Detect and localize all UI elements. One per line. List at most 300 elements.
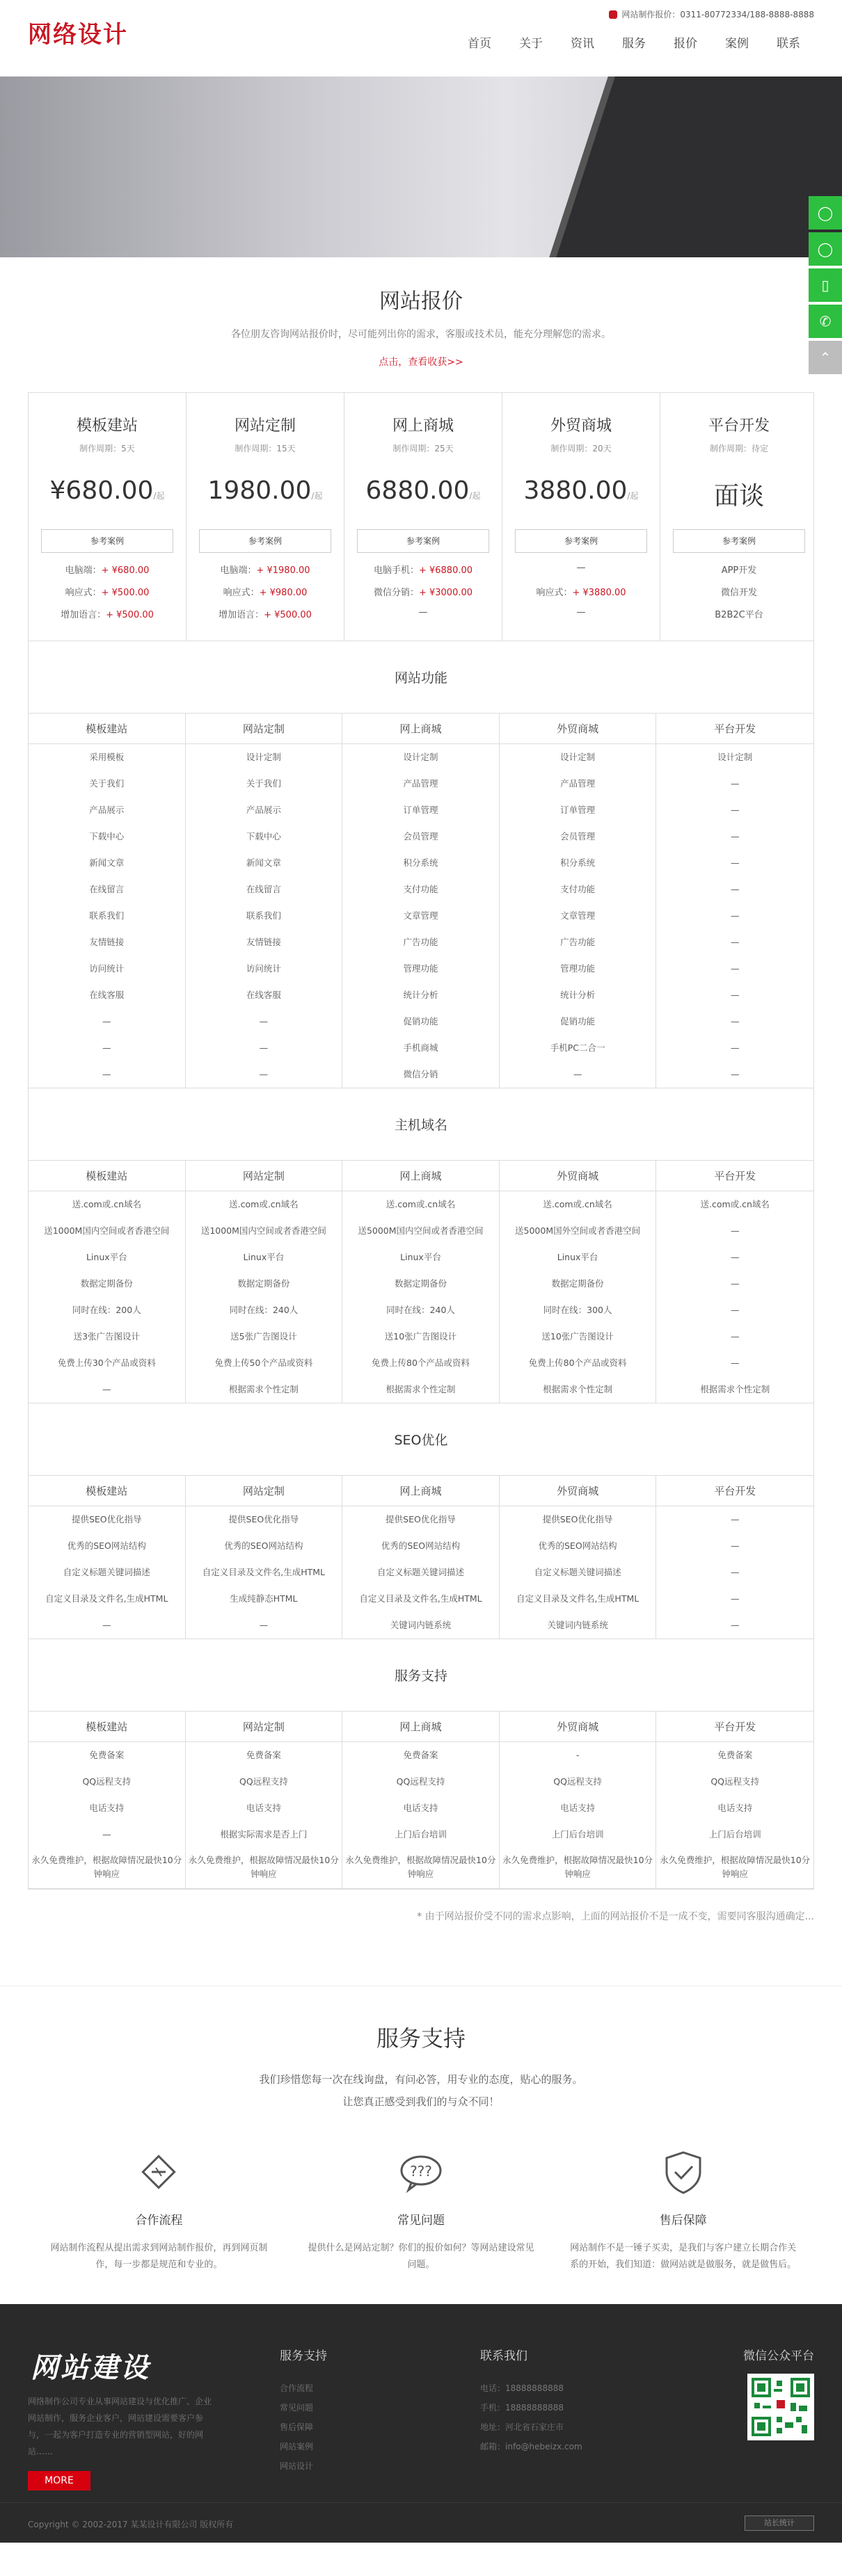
plan-option	[199, 585, 331, 597]
plan-option-price: + ¥500.00	[101, 588, 150, 598]
footer-logo: 网站建设	[31, 2351, 150, 2384]
feature-cell: 电话支持	[717, 1803, 753, 1813]
plan-option-label: 增加语言：	[219, 610, 264, 620]
plan-name: 外贸商城	[550, 417, 612, 435]
feature-cell: 电话支持	[500, 1795, 657, 1821]
qq-icon[interactable]: ◯	[809, 196, 842, 230]
feature-cell: —	[730, 1305, 740, 1315]
feature-cell: 同时在线：240人	[186, 1297, 343, 1323]
feature-cell: QQ远程支持	[710, 1776, 760, 1787]
feature-cell: 提供SEO优化指导	[342, 1506, 500, 1533]
plan-option-price: + ¥500.00	[106, 610, 154, 620]
reference-case-button[interactable]: 参考案例	[41, 529, 173, 553]
plan-option	[357, 607, 489, 620]
service-subtitle-line: 我们珍惜您每一次在线询盘，有问必答，用专业的态度，贴心的服务。	[259, 2073, 583, 2086]
copyright: Copyright © 2002-2017 某某设计有限公司 版权所有	[28, 2520, 234, 2529]
feature-cell: 送1000M国内空间或者香港空间	[29, 1218, 186, 1244]
plan-option-label: 电脑手机：	[373, 565, 419, 576]
feature-cell: 促销功能	[500, 1008, 657, 1035]
feature-cell: 永久免费维护，根据故障情况最快10分钟响应	[342, 1848, 500, 1888]
feature-cell: 免费上传30个产品或资料	[29, 1350, 186, 1376]
feature-cell: 友情链接	[186, 929, 343, 956]
laptop-image	[540, 77, 842, 257]
footer-contact-item: 电话：18888888888	[480, 2383, 564, 2393]
feature-cell: 送.com或.cn域名	[186, 1191, 343, 1218]
plan-price-unit: /起	[627, 491, 639, 501]
feature-cell: —	[730, 963, 740, 974]
feature-cell: 送10张广告图设计	[342, 1323, 500, 1350]
feature-cell: 上门后台培训	[342, 1821, 500, 1848]
feature-cell: 访问统计	[29, 956, 186, 982]
footer-service-column	[280, 2346, 327, 2476]
service-item[interactable]	[44, 2148, 273, 2273]
feature-cell: 广告功能	[500, 929, 657, 956]
feature-cell: —	[186, 1035, 343, 1061]
plan-option-price: + ¥6880.00	[418, 565, 473, 576]
feature-cell: —	[730, 1016, 740, 1027]
plan-name: 网上商城	[392, 417, 454, 435]
plan-option	[673, 607, 805, 620]
hotline-text: 网站制作报价：0311-80772334/188-8888-8888	[621, 10, 814, 19]
footer-description: 网络制作公司专业从事网站建设与优化推广、企业网站制作，服务企业客户，网站建设需要客户参与，一起为客户打造专业的营销型网站，好的网站……	[28, 2397, 212, 2456]
column-header: 平台开发	[656, 1476, 813, 1506]
feature-cell: 同时在线：240人	[342, 1297, 500, 1323]
feature-cell: 自定义目录及文件名,生成HTML	[186, 1559, 343, 1586]
service-item-name: 常见问题	[397, 2214, 445, 2228]
feature-cell: Linux平台	[500, 1244, 657, 1271]
feature-cell: 送.com或.cn域名	[500, 1191, 657, 1218]
handshake-icon	[134, 2148, 183, 2196]
plan-period: 制作周期：20天	[550, 444, 612, 453]
plan-option-label: —	[576, 607, 586, 618]
feature-cell: 自定义目录及文件名,生成HTML	[29, 1586, 186, 1612]
feature-cell: 联系我们	[186, 903, 343, 929]
feature-cell: 永久免费维护，根据故障情况最快10分钟响应	[186, 1848, 343, 1888]
feature-cell: 促销功能	[342, 1008, 500, 1035]
feature-cell: 优秀的SEO网站结构	[342, 1533, 500, 1559]
site-logo[interactable]: 网络设计	[28, 21, 128, 49]
group-title: 服务支持	[29, 1639, 813, 1712]
feature-cell: 手机商城	[342, 1035, 500, 1061]
column-header: 模板建站	[29, 714, 186, 744]
feature-cell: 免费上传80个产品或资料	[342, 1350, 500, 1376]
plan-card	[660, 393, 818, 641]
feature-cell: —	[730, 990, 740, 1000]
top-icon[interactable]: ⌃	[809, 341, 842, 374]
plan-option-label: 响应式：	[536, 588, 573, 598]
feature-cell: —	[29, 1612, 186, 1639]
service-item-desc: 提供什么是网站定制？你们的报价如何？等网站建设常见问题。	[308, 2243, 534, 2270]
plan-price	[515, 476, 647, 511]
feature-cell: 送5000M国外空间或者香港空间	[500, 1218, 657, 1244]
feature-cell: 在线留言	[29, 876, 186, 903]
feature-cell: 微信分销	[342, 1061, 500, 1088]
feature-cell: 在线客服	[186, 982, 343, 1008]
feature-cell: 采用模板	[29, 744, 186, 771]
service-item-name: 售后保障	[659, 2214, 707, 2228]
plan-option-label: 响应式：	[65, 588, 102, 598]
feature-cell: 关键词内链系统	[342, 1612, 500, 1639]
plan-option-label: —	[418, 607, 428, 618]
plan-option	[357, 585, 489, 597]
feature-cell: 电话支持	[29, 1795, 186, 1821]
column-header: 模板建站	[29, 1161, 186, 1191]
feature-cell: 产品展示	[186, 797, 343, 823]
column-header: 平台开发	[656, 1712, 813, 1742]
plan-card	[186, 393, 344, 641]
nav-item[interactable]: 案例	[725, 37, 749, 51]
plan-option-price: + ¥3880.00	[572, 588, 626, 598]
service-item-desc: 网站制作不是一锤子买卖，是我们与客户建立长期合作关系的开始，我们知道：做网站就是做服务，就是做售后。	[570, 2243, 797, 2270]
column-header: 网站定制	[186, 714, 343, 744]
plan-option-label: 响应式：	[223, 588, 260, 598]
feature-cell: 优秀的SEO网站结构	[500, 1533, 657, 1559]
footer-contact-item: 手机：18888888888	[480, 2403, 564, 2413]
feature-cell: —	[730, 910, 740, 921]
feature-cell: 管理功能	[500, 956, 657, 982]
feature-cell: —	[730, 1540, 740, 1551]
qr-title: 微信公众平台	[743, 2349, 814, 2363]
column-header: 网上商城	[342, 1161, 500, 1191]
footer-link[interactable]: 售后保障	[280, 2422, 314, 2432]
qq-icon[interactable]: ◯	[809, 232, 842, 266]
feature-cell: —	[730, 1043, 740, 1053]
group-title: 网站功能	[29, 641, 813, 714]
feature-cell: 免费备案	[29, 1742, 186, 1769]
feature-cell: 访问统计	[186, 956, 343, 982]
plan-option	[515, 585, 647, 597]
banner-image	[0, 77, 842, 257]
feature-cell: —	[730, 831, 740, 842]
column-header: 外贸商城	[500, 714, 657, 744]
feature-cell: 永久免费维护，根据故障情况最快10分钟响应	[29, 1848, 186, 1888]
feature-cell: 提供SEO优化指导	[500, 1506, 657, 1533]
footer-column-title: 联系我们	[480, 2349, 527, 2363]
feature-cell: 在线留言	[186, 876, 343, 903]
service-item-desc: 网站制作流程从提出需求到网站制作报价，再到网页制作，每一步都是规范和专业的。	[50, 2243, 268, 2270]
call-icon[interactable]: ✆	[809, 305, 842, 338]
feature-cell: 免费备案	[186, 1742, 343, 1769]
plan-card	[29, 393, 186, 641]
feature-cell: 自定义标题关键词描述	[29, 1559, 186, 1586]
plan-option-price: + ¥3000.00	[418, 588, 473, 598]
feature-cell: —	[500, 1061, 657, 1088]
reference-case-button[interactable]: 参考案例	[515, 529, 647, 553]
feature-cell: 积分系统	[342, 850, 500, 876]
plan-option-label: —	[576, 563, 586, 573]
footer-link[interactable]: 网站案例	[280, 2442, 314, 2452]
feature-cell: —	[186, 1008, 343, 1035]
feature-cell: 设计定制	[186, 744, 343, 771]
feature-cell: —	[730, 1331, 740, 1342]
group-title: 主机域名	[29, 1088, 813, 1161]
service-item-name: 合作流程	[135, 2214, 183, 2228]
column-header: 外贸商城	[500, 1476, 657, 1506]
column-header: 外贸商城	[500, 1161, 657, 1191]
column-header: 网上商城	[342, 714, 500, 744]
group-title: SEO优化	[29, 1403, 813, 1476]
svg-text:???: ???	[410, 2163, 432, 2180]
feature-cell: —	[186, 1612, 343, 1639]
plan-option-label: 电脑端：	[220, 565, 257, 576]
feature-cell: 送1000M国内空间或者香港空间	[186, 1218, 343, 1244]
plan-price-unit: /起	[469, 491, 481, 501]
feature-cell: —	[730, 1278, 740, 1289]
pricing-table	[28, 392, 814, 1890]
feature-cell: 手机PC二合一	[500, 1035, 657, 1061]
plan-option	[41, 563, 173, 575]
float-toolbar	[809, 196, 842, 374]
chat-question-icon	[397, 2148, 445, 2196]
plan-option	[673, 585, 805, 597]
more-button[interactable]: MORE	[28, 2471, 90, 2490]
feature-cell: 广告功能	[342, 929, 500, 956]
feature-cell: —	[730, 1620, 740, 1630]
plan-price-value: 1980.00	[207, 476, 312, 505]
plan-card	[502, 393, 660, 641]
feature-cell: —	[730, 805, 740, 815]
feature-cell: 产品管理	[342, 771, 500, 797]
column-header: 网站定制	[186, 1476, 343, 1506]
feature-cell: 新闻文章	[186, 850, 343, 876]
reference-case-button[interactable]: 参考案例	[199, 529, 331, 553]
footer-contact-column	[480, 2346, 582, 2456]
feature-cell: —	[29, 1008, 186, 1035]
feature-cell: 送.com或.cn域名	[700, 1199, 770, 1209]
plan-cards	[29, 393, 813, 641]
reference-case-button[interactable]: 参考案例	[673, 529, 805, 553]
feature-cell: 支付功能	[342, 876, 500, 903]
feature-cell: 积分系统	[500, 850, 657, 876]
plan-price	[673, 476, 805, 511]
feature-cell: 支付功能	[500, 876, 657, 903]
feature-cell: 永久免费维护，根据故障情况最快10分钟响应	[500, 1848, 657, 1888]
feature-cell: 优秀的SEO网站结构	[186, 1533, 343, 1559]
footer	[0, 2304, 842, 2543]
plan-option-label: 增加语言：	[61, 610, 106, 620]
footer-link[interactable]: 常见问题	[280, 2403, 314, 2413]
feature-cell: 送.com或.cn域名	[29, 1191, 186, 1218]
feature-cell: -	[500, 1742, 657, 1769]
feature-cell: —	[29, 1035, 186, 1061]
feature-cell: QQ远程支持	[500, 1769, 657, 1795]
pricing-subtitle: 各位朋友咨询网站报价时，尽可能列出你的需求，客服或技术员，能充分理解您的需求。	[231, 329, 611, 340]
feature-cell: 下载中心	[186, 823, 343, 850]
stat-badge[interactable]: 站长统计	[745, 2515, 814, 2531]
feature-cell: —	[730, 858, 740, 868]
feature-cell: —	[730, 884, 740, 894]
feature-cell: 数据定期备份	[342, 1271, 500, 1297]
feature-groups	[29, 641, 813, 1889]
plan-option	[199, 563, 331, 575]
service-item[interactable]	[569, 2148, 798, 2273]
feature-cell: 提供SEO优化指导	[186, 1506, 343, 1533]
feature-cell: 数据定期备份	[186, 1271, 343, 1297]
main-nav	[454, 33, 814, 51]
feature-cell: —	[730, 1514, 740, 1524]
nav-item[interactable]: 关于	[519, 37, 543, 51]
feature-cell: 关于我们	[186, 771, 343, 797]
feature-grid	[29, 714, 813, 1088]
column-header: 网上商城	[342, 1712, 500, 1742]
feature-cell: 同时在线：200人	[29, 1297, 186, 1323]
plan-period: 制作周期：15天	[235, 444, 296, 453]
feature-cell: —	[730, 937, 740, 947]
feature-cell: —	[730, 1252, 740, 1262]
plan-name: 模板建站	[76, 417, 138, 435]
shield-check-icon	[659, 2148, 708, 2196]
feature-cell: 免费备案	[342, 1742, 500, 1769]
footer-column-title: 服务支持	[280, 2349, 327, 2363]
footer-link[interactable]: 合作流程	[280, 2383, 314, 2393]
plan-option-price: + ¥1980.00	[256, 565, 310, 576]
plan-price	[41, 476, 173, 511]
plan-option	[515, 563, 647, 575]
feature-cell: 订单管理	[500, 797, 657, 823]
feature-cell: 送3张广告图设计	[29, 1323, 186, 1350]
plan-option-label: 微信分销：	[373, 588, 419, 598]
column-header: 网上商城	[342, 1476, 500, 1506]
feature-cell: —	[730, 1358, 740, 1368]
reference-case-button[interactable]: 参考案例	[357, 529, 489, 553]
service-subtitle-line: 让您真正感受到我们的与众不同！	[342, 2095, 500, 2108]
column-header: 外贸商城	[500, 1712, 657, 1742]
feature-cell: —	[730, 1593, 740, 1604]
feature-cell: —	[29, 1821, 186, 1848]
footer-bottom	[0, 2502, 842, 2543]
nav-item[interactable]: 首页	[468, 37, 491, 51]
feature-cell: 根据需求个性定制	[500, 1376, 657, 1403]
feature-cell: 数据定期备份	[500, 1271, 657, 1297]
pricing-note: * 由于网站报价受不同的需求点影响，上面的网站报价不是一成不变，需要同客服沟通确定...	[417, 1911, 814, 1922]
feature-cell: 根据需求个性定制	[186, 1376, 343, 1403]
feature-cell: 在线客服	[29, 982, 186, 1008]
phone-icon[interactable]: ▯	[809, 268, 842, 302]
feature-cell: 订单管理	[342, 797, 500, 823]
feature-cell: —	[730, 1567, 740, 1577]
feature-cell: 根据需求个性定制	[700, 1384, 770, 1394]
column-header: 平台开发	[656, 714, 813, 744]
feature-cell: 提供SEO优化指导	[29, 1506, 186, 1533]
plan-option	[357, 563, 489, 575]
feature-cell: —	[29, 1376, 186, 1403]
plan-price-value: 3880.00	[523, 476, 628, 505]
feature-cell: 关键词内链系统	[500, 1612, 657, 1639]
feature-cell: 新闻文章	[29, 850, 186, 876]
feature-cell: Linux平台	[29, 1244, 186, 1271]
column-header: 网站定制	[186, 1712, 343, 1742]
feature-grid	[29, 1712, 813, 1889]
feature-cell: 联系我们	[29, 903, 186, 929]
feature-cell: 自定义目录及文件名,生成HTML	[342, 1586, 500, 1612]
feature-cell: 下载中心	[29, 823, 186, 850]
feature-cell: 送5000M国内空间或者香港空间	[342, 1218, 500, 1244]
plan-option-label: APP开发	[721, 565, 757, 576]
column-header: 网站定制	[186, 1161, 343, 1191]
plan-option-price: + ¥980.00	[259, 588, 308, 598]
feature-cell: 友情链接	[29, 929, 186, 956]
service-title: 服务支持	[376, 2025, 466, 2052]
feature-cell: 统计分析	[500, 982, 657, 1008]
column-header: 模板建站	[29, 1712, 186, 1742]
nav-item[interactable]: 资讯	[571, 37, 594, 51]
feature-cell: 设计定制	[717, 752, 753, 762]
feature-cell: 永久免费维护，根据故障情况最快10分钟响应	[660, 1855, 811, 1879]
pricing-title: 网站报价	[379, 289, 463, 314]
plan-price-unit: /起	[311, 491, 323, 501]
feature-cell: 产品展示	[29, 797, 186, 823]
feature-cell: 免费备案	[717, 1750, 753, 1760]
feature-cell: 设计定制	[500, 744, 657, 771]
pricing-link[interactable]: 点击，查看收获>>	[379, 357, 463, 368]
plan-option	[199, 607, 331, 620]
feature-cell: QQ远程支持	[342, 1769, 500, 1795]
feature-cell: 统计分析	[342, 982, 500, 1008]
service-item[interactable]	[306, 2148, 536, 2273]
feature-cell: 上门后台培训	[708, 1829, 761, 1840]
feature-cell: 送.com或.cn域名	[342, 1191, 500, 1218]
feature-cell: QQ远程支持	[186, 1769, 343, 1795]
feature-cell: 管理功能	[342, 956, 500, 982]
feature-cell: 会员管理	[342, 823, 500, 850]
feature-grid	[29, 1476, 813, 1639]
nav-item[interactable]: 服务	[622, 37, 646, 51]
feature-cell: 关于我们	[29, 771, 186, 797]
plan-option-price: + ¥680.00	[101, 565, 150, 576]
footer-service-links	[280, 2378, 327, 2476]
plan-period: 制作周期：5天	[79, 444, 135, 453]
feature-cell: 根据实际需求是否上门	[186, 1821, 343, 1848]
feature-grid	[29, 1161, 813, 1403]
plan-option-label: 微信开发	[720, 588, 757, 598]
plan-name: 平台开发	[708, 417, 770, 435]
feature-cell: Linux平台	[342, 1244, 500, 1271]
feature-cell: QQ远程支持	[29, 1769, 186, 1795]
plan-price	[199, 476, 331, 511]
feature-cell: —	[186, 1061, 343, 1088]
plan-price-value: ¥680.00	[49, 476, 154, 505]
feature-cell: 电话支持	[342, 1795, 500, 1821]
feature-cell: 数据定期备份	[29, 1271, 186, 1297]
plan-option-label: B2B2C平台	[715, 610, 763, 620]
feature-cell: 送5张广告图设计	[186, 1323, 343, 1350]
plan-option	[515, 607, 647, 620]
footer-contact-item: 地址：河北省石家庄市	[480, 2422, 564, 2432]
plan-price-value: 6880.00	[365, 476, 470, 505]
feature-cell: 文章管理	[342, 903, 500, 929]
column-header: 平台开发	[656, 1161, 813, 1191]
plan-option-price: + ¥500.00	[264, 610, 312, 620]
feature-cell: —	[730, 1069, 740, 1079]
plan-price-unit: /起	[153, 491, 165, 501]
plan-name: 网站定制	[234, 417, 296, 435]
feature-cell: —	[29, 1061, 186, 1088]
feature-cell: 免费上传80个产品或资料	[500, 1350, 657, 1376]
feature-cell: 上门后台培训	[500, 1821, 657, 1848]
service-subtitle	[0, 2068, 842, 2113]
feature-cell: 自定义目录及文件名,生成HTML	[500, 1586, 657, 1612]
feature-cell: 产品管理	[500, 771, 657, 797]
feature-cell: 自定义标题关键词描述	[500, 1559, 657, 1586]
header	[0, 0, 842, 77]
qr-code-image	[747, 2374, 814, 2440]
nav-item[interactable]: 联系	[777, 37, 800, 51]
feature-cell: 会员管理	[500, 823, 657, 850]
plan-option	[41, 585, 173, 597]
feature-cell: 免费上传50个产品或资料	[186, 1350, 343, 1376]
footer-link[interactable]: 网站设计	[280, 2461, 314, 2471]
nav-item[interactable]: 报价	[674, 37, 697, 51]
